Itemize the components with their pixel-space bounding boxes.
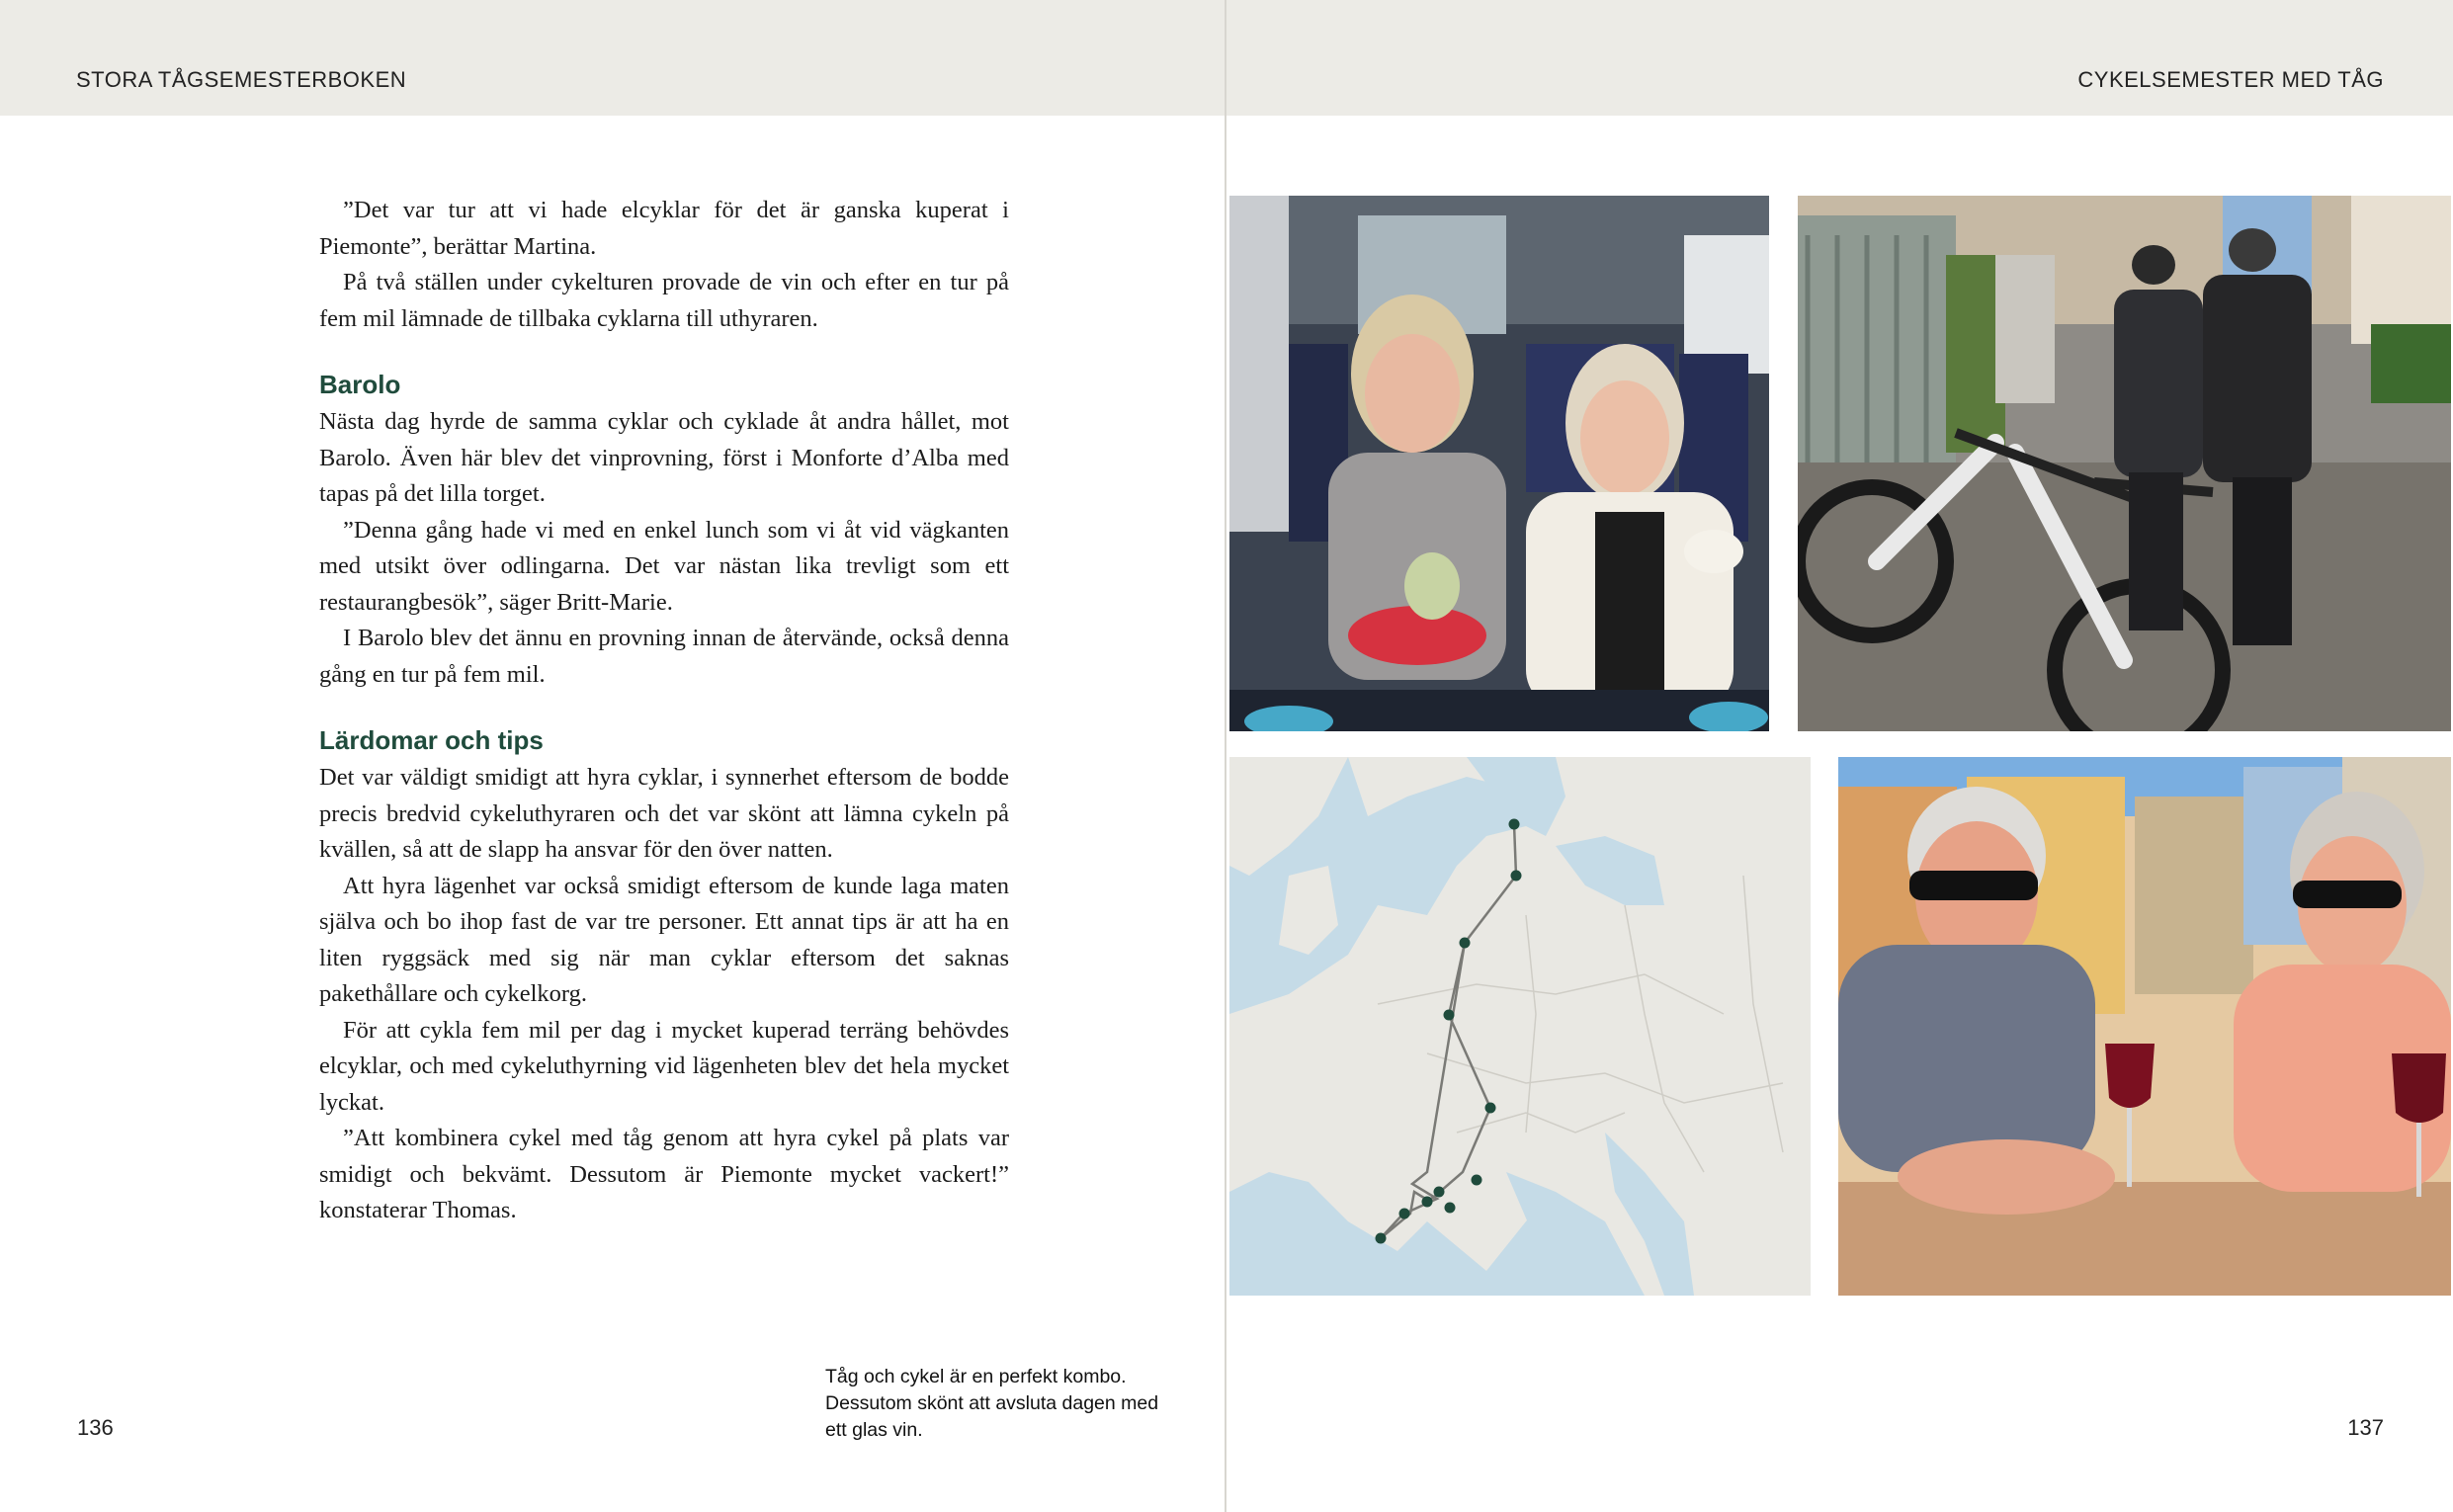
- photo-caption: Tåg och cykel är en perfekt kombo. Dessutom skönt att avsluta dagen med ett glas vin.: [825, 1366, 1159, 1441]
- paragraph: Det var väldigt smidigt att hyra cyklar, i synnerhet eftersom de bodde precis bredvid cykeluthyraren och det var skönt att lämna cykeln på kvällen, så att de slapp ha ansvar för den över natten.: [319, 764, 1009, 863]
- train-photo: [1229, 196, 1769, 731]
- paragraph: Nästa dag hyrde de samma cyklar och cyklade åt andra hållet, mot Barolo. Även här blev det vinprovning, först i Monforte d’Alba med tapas på det lilla torget.: [319, 408, 1009, 507]
- paragraph: På två ställen under cykelturen provade de vin och efter en tur på fem mil lämnade de tillbaka cyklarna till uthyraren.: [319, 269, 1009, 332]
- running-header-left: STORA TÅGSEMESTERBOKEN: [76, 67, 407, 92]
- article-body: [319, 193, 1009, 1229]
- left-header-bar: [0, 0, 1225, 116]
- right-header-bar: [1226, 0, 2453, 116]
- wine-photo: [1838, 757, 2451, 1296]
- paragraph: För att cykla fem mil per dag i mycket kuperad terräng behövdes elcyklar, och med cykeluthyrning vid lägenheten blev det hela mycket lyckat.: [319, 1016, 1009, 1116]
- page-number-right: 137: [2347, 1415, 2384, 1440]
- paragraph: ”Denna gång hade vi med en enkel lunch som vi åt vid vägkanten med utsikt över odlingarna. Det var nästan lika trevligt som ett restaurangbesök”, säger Britt-Marie.: [319, 516, 1009, 616]
- right-page: [1226, 0, 2453, 1512]
- left-page: [0, 0, 1226, 1512]
- paragraph: ”Att kombinera cykel med tåg genom att hyra cykel på plats var smidigt och bekvämt. Dessutom är Piemonte mycket vackert!” konstaterar Thomas.: [319, 1125, 1009, 1223]
- paragraph: ”Det var tur att vi hade elcyklar för det är ganska kuperat i Piemonte”, berättar Martina.: [319, 197, 1009, 260]
- section-heading-tips: Lärdomar och tips: [319, 725, 544, 755]
- route-map: [1229, 757, 1811, 1296]
- paragraph: Att hyra lägenhet var också smidigt eftersom de kunde laga maten själva och bo ihop fast de var tre personer. Ett annat tips är att ha en liten ryggsäck med sig när man cyklar eftersom det saknas pakethållare och cykelkorg.: [319, 872, 1009, 1007]
- running-header-right: CYKELSEMESTER MED TÅG: [2077, 67, 2384, 92]
- ebikes-photo: [1798, 196, 2451, 731]
- page-number-left: 136: [77, 1415, 114, 1440]
- section-heading-barolo: Barolo: [319, 370, 401, 399]
- paragraph: I Barolo blev det ännu en provning innan de återvände, också denna gång en tur på fem mil.: [319, 625, 1009, 688]
